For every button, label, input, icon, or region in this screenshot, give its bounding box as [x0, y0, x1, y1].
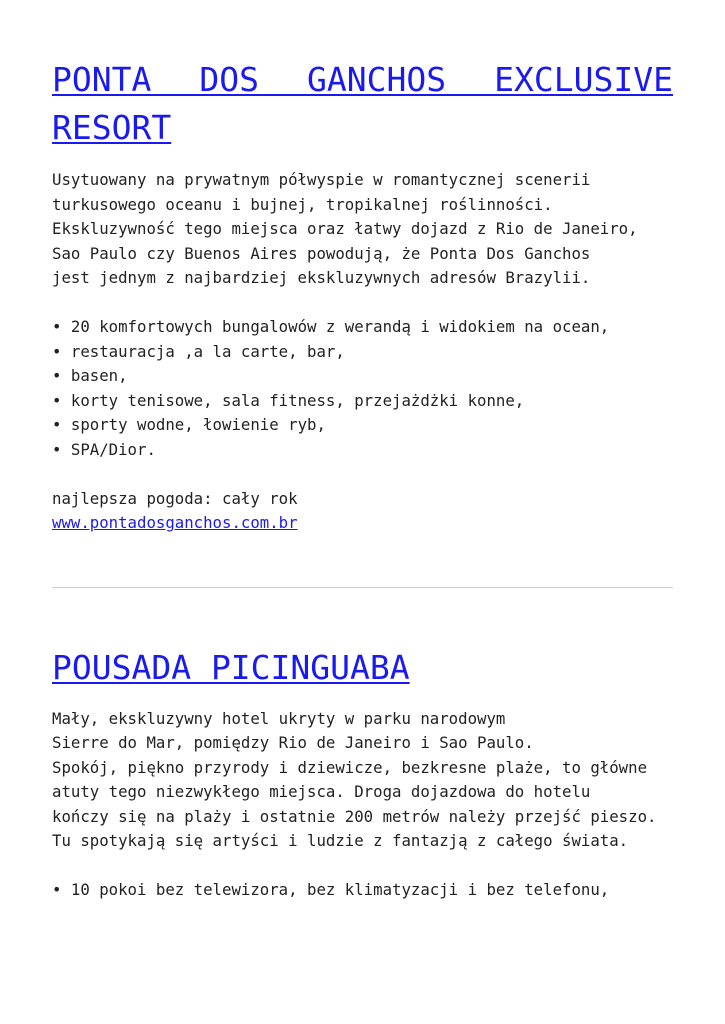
description-line: Sierre do Mar, pomiędzy Rio de Janeiro i Sao Paulo.: [52, 733, 534, 752]
description-line: Usytuowany na prywatnym półwyspie w romantycznej scenerii: [52, 170, 591, 189]
post-title-link[interactable]: POUSADA PICINGUABA: [52, 647, 410, 687]
best-weather-text: najlepsza pogoda: cały rok: [52, 488, 298, 508]
post-title: [52, 644, 673, 692]
description-line: kończy się na plaży i ostatnie 200 metrów należy przejść pieszo.: [52, 806, 657, 826]
list-item: • sporty wodne, łowienie ryb,: [52, 413, 673, 438]
description-line: Tu spotykają się artyści i ludzie z fantazją z całego świata.: [52, 831, 629, 850]
post-title: [52, 56, 673, 152]
list-item: • SPA/Dior.: [52, 438, 673, 463]
website-link[interactable]: www.pontadosganchos.com.br: [52, 513, 298, 532]
post-pousada-picinguaba: [52, 644, 673, 903]
description-line: Sao Paulo czy Buenos Aires powodują, że Ponta Dos Ganchos: [52, 243, 591, 263]
description-line: turkusowego oceanu i bujnej, tropikalnej roślinności.: [52, 194, 553, 214]
description-line: jest jednym z najbardziej ekskluzywnych adresów Brazylii.: [52, 268, 591, 287]
amenities-list: [52, 315, 673, 462]
description-line: Ekskluzywność tego miejsca oraz łatwy dojazd z Rio de Janeiro,: [52, 219, 638, 238]
description-line: Spokój, piękno przyrody i dziewicze, bezkresne plaże, to główne: [52, 757, 648, 777]
post-ponta-dos-ganchos: [52, 56, 673, 536]
page-content: [52, 56, 673, 903]
amenities-list: [52, 878, 673, 903]
description-line: Mały, ekskluzywny hotel ukryty w parku narodowym: [52, 708, 506, 728]
list-item: • basen,: [52, 364, 673, 389]
list-item: • restauracja ,a la carte, bar,: [52, 340, 673, 365]
list-item: • 20 komfortowych bungalowów z werandą i widokiem na ocean,: [52, 315, 673, 340]
list-item: • korty tenisowe, sala fitness, przejażdżki konne,: [52, 389, 673, 414]
post-description: [52, 707, 673, 854]
post-description: [52, 168, 673, 291]
description-line: atuty tego niezwykłego miejsca. Droga dojazdowa do hotelu: [52, 782, 591, 801]
post-divider: [52, 587, 673, 588]
post-title-link[interactable]: PONTA DOS GANCHOS EXCLUSIVE RESORT: [52, 60, 673, 147]
list-item: • 10 pokoi bez telewizora, bez klimatyzacji i bez telefonu,: [52, 878, 673, 903]
